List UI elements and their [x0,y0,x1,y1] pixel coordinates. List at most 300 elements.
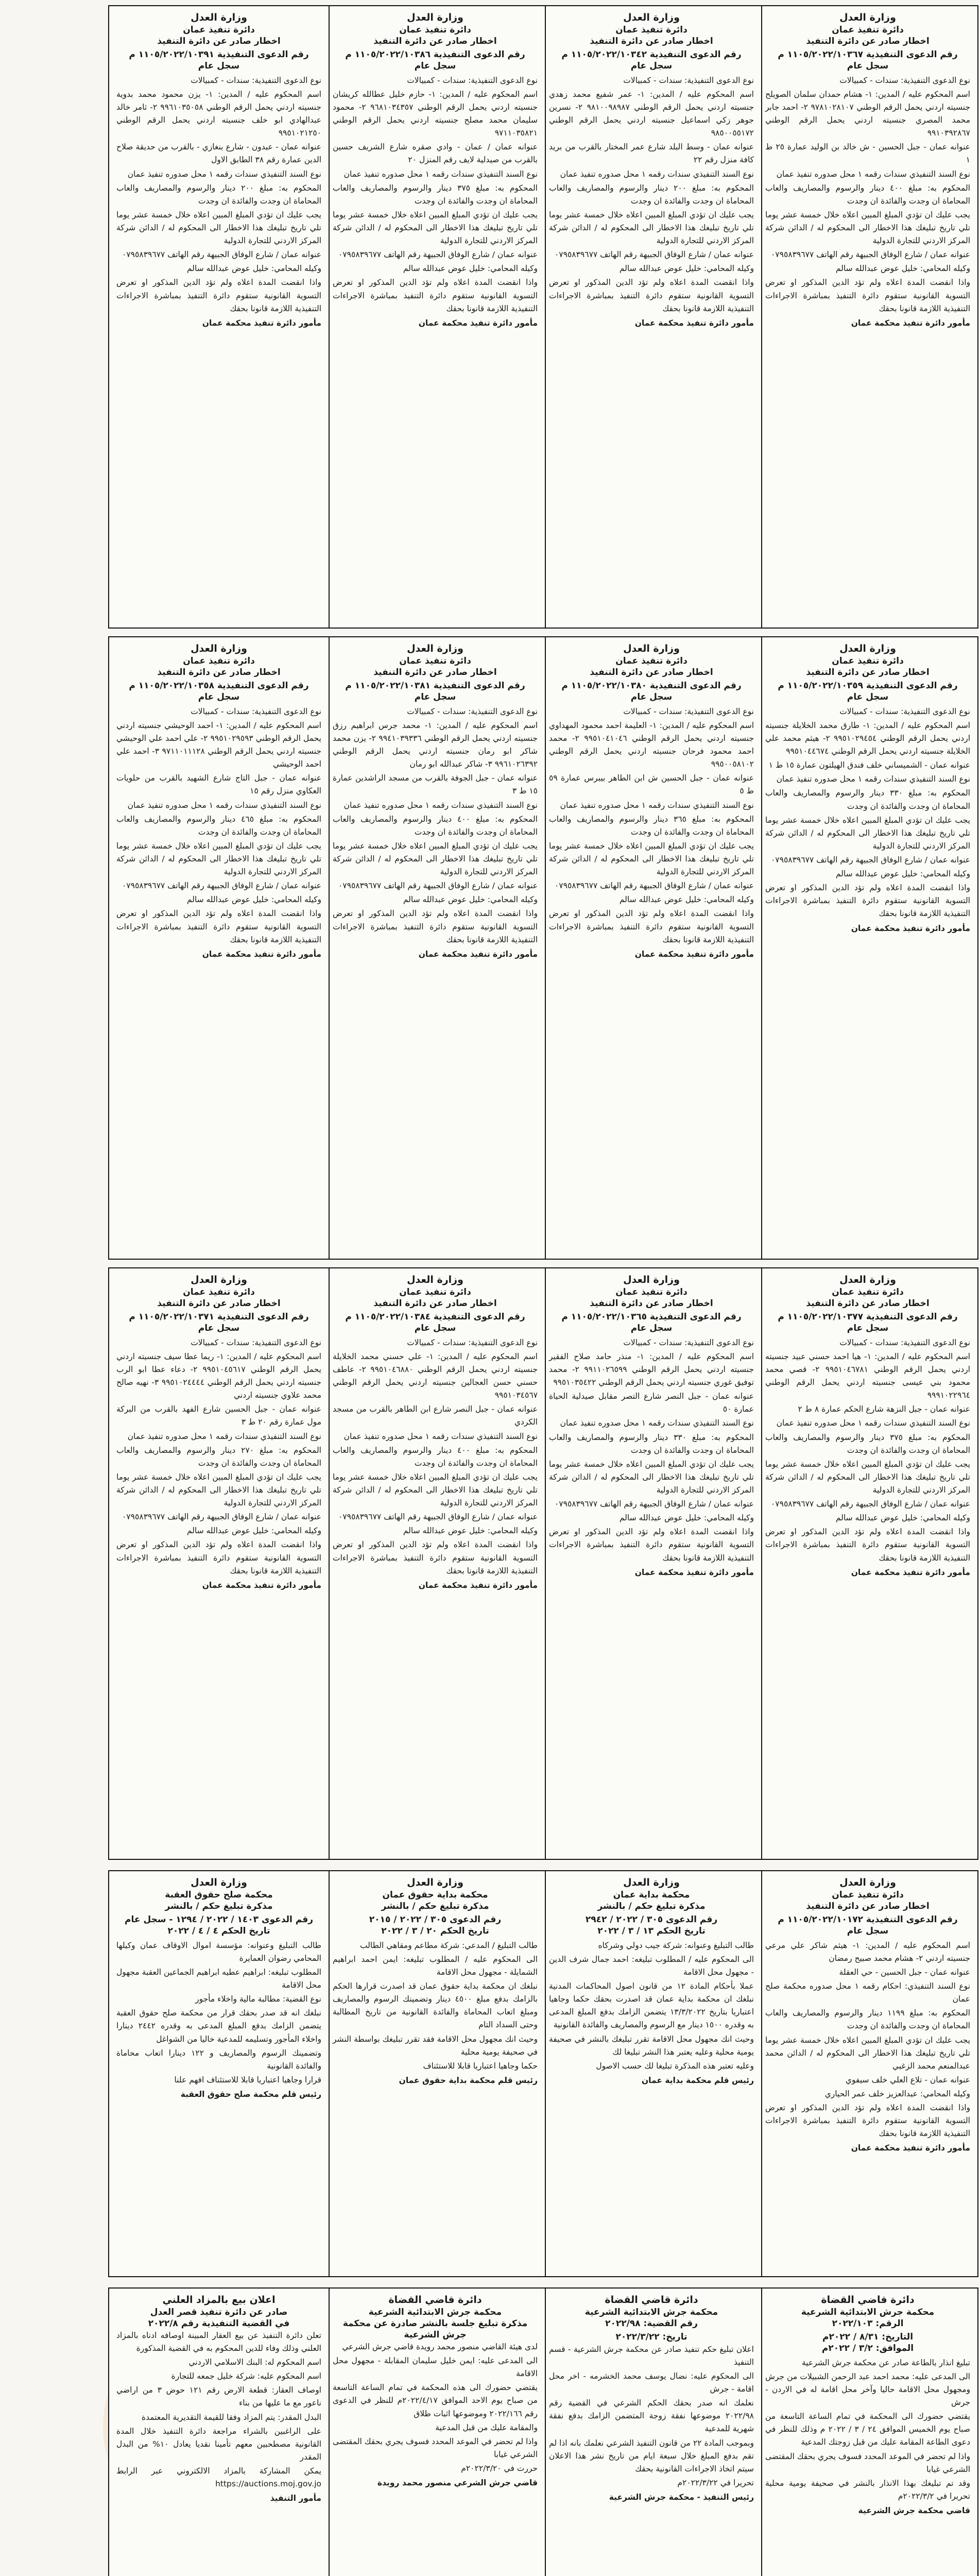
notice-ministry: وزارة العدل [623,1274,680,1285]
notice-body [765,2357,970,2503]
notice-line: وحيث انك مجهول محل الاقامة تقرر تبليغك بالنشر في صحيفة يومية محلية وعليه يعتبر هذا النشر تبليغا لك [549,2034,754,2057]
notice-title: اخطار صادر عن دائرة التنفيذ [806,36,930,46]
notice-body [116,1939,321,2087]
notice-case-number: رقم الدعوى التنفيذية ١١٠٥/٢٠٢٢/١٠٣٦٧ م [778,49,958,60]
notice-line: عنوانه عمان - جبل الحسين - حي العقلة [839,1968,970,1977]
notice-ministry: دائرة قاضي القضاة [388,2294,482,2306]
notice-line: اعلان تبليغ حكم تنفيذ صادر عن محكمة جرش الشرعية - قسم التنفيذ [549,2344,754,2367]
notice-signature: مأمور دائرة تنفيذ محكمة عمان [851,923,970,933]
notice-line: واذا انقضت المدة اعلاه ولم تؤد الدين المذكور او تعرض التسوية القانونية ستقوم دائرة التنفيذ بمباشرة الاجراءات التنفيذية اللازمة قانونا بحقك [765,1527,970,1563]
notice-line: اسم المحكوم عليه / المدين: ١- احمد الوحيشي جنسيته اردني يحمل الرقم الوطني ٩٩٥١٠٢٩٥٩٣ ٢- علي احمد علي الوحيشي جنسيته اردني يحمل الرقم الوطني ٩٧١١٠١١١٢٨ ٣- احمد علي احمد الوحيشي [116,720,321,769]
notice-line: واذا لم تحضر في الموعد المحدد فسوف يجري بحقك المقتضى الشرعي غيابا [765,2451,970,2474]
notice-line: واذا انقضت المدة اعلاه ولم تؤد الدين المذكور او تعرض التسوية القانونية ستقوم دائرة التنفيذ بمباشرة الاجراءات التنفيذية اللازمة قانونا بحقك [333,1540,538,1575]
notice-line: عنوانه عمان - جبل النزهة شارع الحكم عمارة ٨ ط ٢ [798,1404,970,1414]
notice-ministry: دائرة قاضي القضاة [821,2294,915,2306]
notice-body [333,74,538,315]
notice-line: حررت في ٢٠٢٢/٣/٢٠م [461,2463,538,2473]
notice-ministry: وزارة العدل [839,12,896,23]
legal-notice [108,636,330,1260]
notice-line: عنوانه عمان / شارع الوفاق الجبيهة رقم الهاتف ٠٧٩٥٨٣٩٦٧٧ [770,1499,970,1509]
notice-line: عنوانه عمان / شارع الوفاق الجبيهة رقم الهاتف ٠٧٩٥٨٣٩٦٧٧ [770,855,970,865]
notice-department: دائرة تنفيذ عمان [183,655,255,666]
legal-notice [541,1267,762,1860]
notice-title: اخطار صادر عن دائرة التنفيذ [373,667,497,677]
legal-notice [757,5,978,629]
notice-line: المحكوم به: مبلغ ٤٦٥ دينار والرسوم والمصاريف والعاب المحاماة ان وجدت والفائدة ان وجدت [116,814,321,837]
notice-record: سجل عام [414,691,456,702]
notice-line: المحكوم به: مبلغ ٤٠٠ دينار والرسوم والمصاريف والعاب المحاماة ان وجدت والفائدة ان وجدت [333,1445,538,1468]
notice-case-number: رقم الدعوى التنفيذية ١١٠٥/٢٠٢٢/١٠٣٧١ م [129,1311,309,1322]
notice-line: اسم المحكوم عليه / المدين: ١- محمد جرس ابراهيم رزق جنسيته اردني يحمل الرقم الوطني ٩٩٤١٠٣٩٣٣٦ ٢- يزن محمد شاكر ابو رمان جنسيته اردني يحمل الرقم الوطني ٩٩٦١٠٢٦٣٩٢ ٣- شاكر عبدالله ابو رمان [333,720,538,769]
notice-line: وكيله المحامي: خليل عوض عبدالله سالم [186,895,321,905]
notice-line: اسم المحكوم عليه: شركة خليل جمعه للتجارة [171,2371,321,2381]
notice-body [333,1336,538,1578]
notice-line: عملا بأحكام المادة ١٢ من قانون اصول المحاكمات المدنية نبلغك ان محكمة بداية عمان قد اصدرت بحقك حكما وجاهيا اعتباريا بتاريخ ١٣/٣/٢٠٢٢ يتضمن الزامك بدفع المبلغ المدعى به وقدره ١٥٠٠ دينار مع الرسوم والمصاريف والفائدة القانونية [549,1981,754,2030]
notice-signature: مأمور دائرة تنفيذ محكمة عمان [851,2143,970,2153]
notice-signature: مأمور دائرة تنفيذ محكمة عمان [202,1580,321,1590]
notice-line: المحكوم به: مبلغ ٣٦٥ دينار والرسوم والمصاريف والعاب المحاماة ان وجدت والفائدة ان وجدت [549,814,754,837]
notice-line: وكيله المحامي: خليل عوض عبدالله سالم [186,264,321,274]
notice-record: سجل عام [414,60,456,71]
notice-body [333,2341,538,2475]
notice-record: تاريخ الحكم ٤ / ٤ / ٢٠٢٢ [167,1925,270,1936]
notice-title: مذكرة تبليغ حكم / بالنشر [381,1901,489,1911]
notice-case-number: رقم الدعوى التنفيذية ١١٠٥/٢٠٢٢/١٠٣٨٦ م [345,49,525,60]
legal-notice [757,1870,978,2277]
notice-case-number: رقم الدعوى التنفيذية ١١٠٥/٢٠٢٢/١٠٣٨٤ م [345,1311,525,1322]
notice-line: نوع السند التنفيذي سندات رقمه ١ محل صدوره تنفيذ عمان [343,800,538,810]
notice-department: دائرة تنفيذ عمان [183,1286,255,1297]
notice-line: المحكوم به: مبلغ ٢٠٠ دينار والرسوم والمصاريف والعاب المحاماة ان وجدت والفائدة ان وجدت [549,183,754,206]
notice-line: عنوانه عمان / شارع الوفاق الجبيهة رقم الهاتف ٠٧٩٥٨٣٩٦٧٧ [338,250,538,260]
notice-case-number: رقم الدعوى التنفيذية ١١٠٥/٢٠٢٢/١٠٣٨٠ م [561,680,742,691]
notice-case-number: تاريخ: ٢٠٢٢/٣/٢٢ [615,2331,687,2342]
notice-record: سجل عام [630,691,673,702]
notice-signature: قاضي جرش الشرعي منصور محمد رويدة [377,2478,538,2488]
notice-record: سجل عام [198,1323,240,1333]
notice-line: على الراغبين بالشراء مراجعة دائرة التنفيذ خلال المدة القانونية مصطحبين معهم تأمينا نقديا يعادل ١٠% من البدل المقدر [116,2426,321,2462]
notice-line: واذا انقضت المدة اعلاه ولم تؤد الدين المذكور او تعرض التسوية القانونية ستقوم دائرة التنفيذ بمباشرة الاجراءات التنفيذية اللازمة قانونا بحقك [549,278,754,313]
notice-department: دائرة تنفيذ عمان [399,655,471,666]
legal-notice [324,2287,546,2576]
notice-department: محكمة بداية حقوق عمان [382,1889,488,1900]
notice-line: تبليغ انذار بالطاعة صادر عن محكمة جرش الشرعية [802,2358,970,2367]
notice-line: وكيله المحامي: خليل عوض عبدالله سالم [835,264,970,274]
notice-signature: رئيس قلم محكمة بداية حقوق عمان [399,2075,538,2085]
legal-notice [541,1870,762,2277]
notice-line: وكيله المحامي: خليل عوض عبدالله سالم [619,264,754,274]
legal-notice [757,1267,978,1860]
notice-line: عنوانه عمان - وسط البلد شارع عمر المختار بالقرب من بريد كافة منزل رقم ٢٢ [549,142,754,165]
notice-line: نوع الدعوى التنفيذية: سندات - كمبيالات [191,706,321,716]
legal-notice [108,1267,330,1860]
notice-body [116,74,321,315]
notice-title: اخطار صادر عن دائرة التنفيذ [590,667,713,677]
notice-line: المحكوم به: مبلغ ٤٠٠ دينار والرسوم والمصاريف والعاب المحاماة ان وجدت والفائدة ان وجدت [765,183,970,206]
notice-line: نوع السند التنفيذي سندات رقمه ١ محل صدوره تنفيذ عمان [560,1418,754,1428]
notice-ministry: وزارة العدل [407,643,463,654]
notice-line: نوع السند التنفيذي سندات رقمه ١ محل صدوره تنفيذ عمان [560,800,754,810]
notice-line: المحكوم به: مبلغ ١١٩٩ دينار والرسوم والمصاريف والعاب المحاماة ان وجدت والفائدة ان وجدت [765,2008,970,2031]
notice-line: عنوانه عمان - جبل الحسين ش ابن الطاهر بيبرس عمارة ٥٩ ط ٥ [549,773,754,796]
notice-line: لدى هيئة القاضي منصور محمد رويدة قاضي جرش الشرعي [342,2342,538,2351]
notice-line: عنوانه عمان / شارع الوفاق الجبيهة رقم الهاتف ٠٧٩٥٨٣٩٦٧٧ [338,881,538,891]
notice-line: يجب عليك ان تؤدي المبلغ المبين اعلاه خلال خمسة عشر يوما تلي تاريخ تبليغك هذا الاخطار الى المحكوم له / الدائن شركة المركز الاردني للتجارة الدولية [549,210,754,246]
notice-line: يقتضي حضورك الى المحكمة في تمام الساعة التاسعة من صباح يوم الخميس الموافق ٢٤ / ٣ / ٢٠٢٢ م وذلك للنظر في دعوى الطاعة المقامة عليك من قبل زوجتك المدعية [765,2412,971,2447]
notice-line: وقد تم تبليغك بهذا الانذار بالنشر في صحيفة يومية محلية تحريرا في ٢٠٢٢/٣/٢م [765,2478,970,2501]
notice-line: عنوانه عمان / شارع الوفاق الجبيهة رقم الهاتف ٠٧٩٥٨٣٩٦٧٧ [770,250,970,260]
notice-body [549,1336,754,1565]
notice-body [549,1939,754,2073]
notice-line: المحكوم به: مبلغ ٣٧٥ دينار والرسوم والمصاريف والعاب المحاماة ان وجدت والفائدة ان وجدت [765,1432,970,1455]
notice-line: عنوانه عمان / شارع الوفاق الجبيهة رقم الهاتف ٠٧٩٥٨٣٩٦٧٧ [554,250,754,260]
notice-title: اخطار صادر عن دائرة التنفيذ [157,667,281,677]
notice-line: اسم المحكوم عليه / المدين: ١- طارق محمد الخلايلة جنسيته اردني يحمل الرقم الوطني ٩٩٥١٠٢٩٤٥٤ ٢- هيثم محمد علي الخلايلة جنسيته اردني يحمل الرقم الوطني ٩٩٥١٠٤٤٦٧٤ [765,720,970,756]
notice-ministry: وزارة العدل [191,1877,247,1888]
notice-ministry: دائرة قاضي القضاة [605,2294,698,2306]
notice-ministry: وزارة العدل [839,1274,896,1285]
notice-record: تاريخ الحكم ٢٠ / ٣ / ٢٠٢٢ [381,1925,489,1936]
notice-line: واذا انقضت المدة اعلاه ولم تؤد الدين المذكور او تعرض التسوية القانونية ستقوم دائرة التنفيذ بمباشرة الاجراءات التنفيذية اللازمة قانونا بحقك [116,909,321,944]
notice-line: نوع السند التنفيذي سندات رقمه ١ محل صدوره تنفيذ عمان [127,1431,321,1441]
notice-line: واذا انقضت المدة اعلاه ولم تؤد الدين المذكور او تعرض التسوية القانونية ستقوم دائرة التنفيذ بمباشرة الاجراءات التنفيذية اللازمة قانونا بحقك [765,2103,970,2139]
notice-line: يجب عليك ان تؤدي المبلغ المبين اعلاه خلال خمسة عشر يوما تلي تاريخ تبليغك هذا الاخطار الى المحكوم له / الدائن شركة المركز الاردني للتجارة الدولية [116,841,321,877]
notice-line: واذا انقضت المدة اعلاه ولم تؤد الدين المذكور او تعرض التسوية القانونية ستقوم دائرة التنفيذ بمباشرة الاجراءات التنفيذية اللازمة قانونا بحقك [333,278,538,313]
notice-title: اخطار صادر عن دائرة التنفيذ [806,1901,930,1911]
notice-body [116,2329,321,2490]
legal-notice [324,1267,546,1860]
notice-line: نوع الدعوى التنفيذية: سندات - كمبيالات [839,1337,970,1347]
notice-line: وكيله المحامي: خليل عوض عبدالله سالم [619,895,754,905]
legal-notice [324,1870,546,2277]
notice-line: واذا انقضت المدة اعلاه ولم تؤد الدين المذكور او تعرض التسوية القانونية ستقوم دائرة التنفيذ بمباشرة الاجراءات التنفيذية اللازمة قانونا بحقك [549,1527,754,1563]
notice-line: قرارا وجاهيا اعتباريا قابلا للاستئناف افهم علنا [174,2075,321,2084]
notice-case-number: رقم الدعوى التنفيذية ١١٠٥/٢٠٢٢/١٠٣٥٩ م [778,680,958,691]
notice-department: دائرة تنفيذ عمان [832,1889,904,1900]
notice-ministry: وزارة العدل [191,12,247,23]
notice-body [765,74,970,315]
notice-department: دائرة تنفيذ عمان [399,1286,471,1297]
notice-line: عنوانه عمان / شارع الوفاق الجبيهة رقم الهاتف ٠٧٩٥٨٣٩٦٧٧ [122,881,321,891]
notice-line: المحكوم به: مبلغ ٢٠٠ دينار والرسوم والمصاريف والعاب المحاماة ان وجدت والفائدة ان وجدت [116,183,321,206]
notice-line: عنوانه عمان - جبل التاج شارع الشهيد بالقرب من حلويات العكاوي منزل رقم ١٥ [116,773,321,796]
notice-line: واذا انقضت المدة اعلاه ولم تؤد الدين المذكور او تعرض التسوية القانونية ستقوم دائرة التنفيذ بمباشرة الاجراءات التنفيذية اللازمة قانونا بحقك [765,278,970,313]
notice-line: الى المحكوم عليه / المطلوب تبليغه: احمد جمال شرف الدين - مجهول محل الاقامة [549,1954,754,1977]
notice-department: دائرة تنفيذ عمان [399,24,471,35]
notice-body [333,705,538,946]
notice-line: يجب عليك ان تؤدي المبلغ المبين اعلاه خلال خمسة عشر يوما تلي تاريخ تبليغك هذا الاخطار الى المحكوم له / الدائن شركة المركز الاردني للتجارة الدولية [765,210,970,246]
notice-line: وتضمينك الرسوم والمصاريف و ١٢٢ دينارا اتعاب محاماة والفائدة القانونية [116,2048,321,2071]
notice-line: تعلن دائرة التنفيذ عن بيع العقار المبينة اوصافه ادناه بالمزاد العلني وذلك وفاء للدين المحكوم به في القضية المذكورة [116,2330,321,2353]
notice-ministry: وزارة العدل [623,12,680,23]
notice-line: طالب التبليغ / المدعي: شركة مطاعم ومقاهي الطالب [359,1940,538,1950]
notice-record: تاريخ الحكم ١٣ / ٣ / ٢٠٢٢ [597,1925,706,1936]
notice-department: دائرة تنفيذ عمان [615,655,687,666]
notice-case-number: التاريخ: ٨/٣١ / ٢٠٢٢م [822,2331,914,2342]
notice-body [549,74,754,315]
notice-line: نوع السند التنفيذي سندات رقمه ١ محل صدوره تنفيذ عمان [127,800,321,810]
notice-line: المطلوب تبليغه: ابراهيم عطيه ابراهيم الجماعين العقبة مجهول محل الاقامة [116,1968,321,1990]
notice-ministry: وزارة العدل [191,643,247,654]
notice-line: نوع السند التنفيذي سندات رقمه ١ محل صدوره تنفيذ عمان [560,169,754,179]
notice-line: المحكوم به: مبلغ ٣٣٠ دينار والرسوم والمصاريف والعاب المحاماة ان وجدت والفائدة ان وجدت [765,788,970,811]
notice-signature: مأمور دائرة تنفيذ محكمة عمان [634,318,754,328]
notice-line: عنوانه عمان - جبل الجوفة بالقرب من مسجد الراشدين عمارة ١٥ ط ٣ [333,773,538,796]
notice-body [765,1939,970,2141]
notice-line: وكيله المحامي: خليل عوض عبدالله سالم [835,869,970,879]
notice-line: وكيله المحامي: خليل عوض عبدالله سالم [403,1526,538,1536]
notice-line: وعليه تعتبر هذه المذكرة تبليغا لك حسب الاصول [596,2061,754,2071]
legal-notice [108,2287,330,2576]
notice-title: رقم القضية: ٢٠٢٢/٩٨ [605,2318,698,2329]
notice-line: المحكوم به: مبلغ ٣٣٠ دينار والرسوم والمصاريف والعاب المحاماة ان وجدت والفائدة ان وجدت [549,1432,754,1455]
notice-line: اسم المحكوم له: البنك الاسلامي الاردني [188,2358,321,2367]
notice-line: يجب عليك ان تؤدي المبلغ المبين اعلاه خلال خمسة عشر يوما تلي تاريخ تبليغك هذا الاخطار الى المحكوم له / الدائن محمد عبدالمنعم محمد الزغبي [765,2035,970,2071]
notice-body [549,2343,754,2489]
notice-line: عنوانه عمان / شارع الوفاق الجبيهة رقم الهاتف ٠٧٩٥٨٣٩٦٧٧ [554,1499,754,1509]
notice-line: نوع السند التنفيذي سندات رقمه ١ محل صدوره تنفيذ عمان [776,169,970,179]
notice-line: اسم المحكوم عليه / المدين: ١- منذر حامد صلاح الفقير جنسيته اردني يحمل الرقم الوطني ٩٩١١٠٢٦٥٩٩ ٢- محمد توفيق غوري جنسيته اردني يحمل الرقم الوطني ٩٩٥١٠٣٥٤٢٢ [549,1351,754,1387]
notice-case-number: رقم الدعوى ٣٠٥ / ٢٠٢٢ / ٢٩٤٢ [585,1914,718,1925]
notice-line: يجب عليك ان تؤدي المبلغ المبين اعلاه خلال خمسة عشر يوما تلي تاريخ تبليغك هذا الاخطار الى المحكوم له / الدائن شركة المركز الاردني للتجارة الدولية [116,210,321,246]
notice-body [116,705,321,946]
notice-line: اسم المحكوم عليه / المدين: ١- يزن محمود محمد بدوية جنسيته اردني يحمل الرقم الوطني ٩٩٦١٠٣٥٠٥٨ ٢- ثامر خالد عبدالهادي ابو خلف جنسيته اردني يحمل الرقم الوطني ٩٩٥١٠٢١٢٥٠ [116,89,321,138]
notice-line: الى المحكوم عليه: نضال يوسف محمد الخشرمه - اخر محل اقامة - جرش [549,2371,754,2394]
notice-department: دائرة تنفيذ عمان [832,24,904,35]
notice-line: يجب عليك ان تؤدي المبلغ المبين اعلاه خلال خمسة عشر يوما تلي تاريخ تبليغك هذا الاخطار الى المحكوم له / الدائن شركة المركز الاردني للتجارة الدولية [333,1472,538,1508]
notice-line: الى المدعى عليه: محمد احمد عبد الرحمن الشبيلات من جرش ومجهول محل الاقامة حاليا وآخر محل اقامة له في الاردن - جرش [765,2371,970,2408]
notice-line: حكما وجاهيا اعتباريا قابلا للاستئناف [423,2061,538,2071]
notice-line: يجب عليك ان تؤدي المبلغ المبين اعلاه خلال خمسة عشر يوما تلي تاريخ تبليغك هذا الاخطار الى المحكوم له / الدائن شركة المركز الاردني للتجارة الدولية [116,1472,321,1508]
notice-title: اخطار صادر عن دائرة التنفيذ [373,36,497,46]
legal-notice [324,636,546,1260]
notice-record: سجل عام [847,1323,889,1333]
notice-case-number: رقم الدعوى التنفيذية ١١٠٥/٢٠٢٢/١٠٣٦٥ م [561,1311,742,1322]
notice-record: سجل عام [630,1323,673,1333]
notice-line: واذا انقضت المدة اعلاه ولم تؤد الدين المذكور او تعرض التسوية القانونية ستقوم دائرة التنفيذ بمباشرة الاجراءات التنفيذية اللازمة قانونا بحقك [116,1540,321,1575]
legal-notice [541,5,762,629]
notice-body [549,705,754,946]
notice-line: البدل المقدر: يتم المزاد وفقا للقيمة التقديرية المعتمدة [142,2412,321,2422]
notice-line: يجب عليك ان تؤدي المبلغ المبين اعلاه خلال خمسة عشر يوما تلي تاريخ تبليغك هذا الاخطار الى المحكوم له / الدائن شركة المركز الاردني للتجارة الدولية [765,815,970,851]
notice-ministry: وزارة العدل [407,1877,463,1888]
legal-notice [541,636,762,1260]
notice-line: اسم المحكوم عليه / المدين: ١- هشام حمدان سلمان الصويلح جنسيته اردني يحمل الرقم الوطني ٩٧٨١٠٢٨١٠٧ ٢- احمد جابر محمد المصري جنسيته اردني يحمل الرقم الوطني ٩٩١٠٣٩٢٨٦٧ [765,89,970,138]
notice-department: محكمة جرش الابتدائية الشرعية [584,2307,718,2317]
notice-line: طالب التبليغ وعنوانه: شركة جيب دولي وشركاه [598,1940,754,1950]
notice-line: عنوانه عمان - جبل النصر شارع ابن الطاهر بالقرب من مسجد الكردي [333,1404,538,1427]
notice-signature: رئيس قلم محكمة صلح حقوق العقبة [180,2090,321,2099]
notice-line: وبموجب المادة ٢٢ من قانون التنفيذ الشرعي نعلمك بانه اذا لم تقم بدفع المبلغ خلال سبعة ايام من تاريخ نشر هذا الاعلان سيتم اتخاذ الاجراءات القانونية بحقك [549,2438,754,2473]
notice-department: محكمة بداية عمان [613,1889,690,1900]
notice-line: نبلغك انه قد صدر بحقك قرار من محكمة صلح حقوق العقبة يتضمن الزامك بدفع المبلغ المدعى به وقدره ٢٤٤٢ دينارا واخلاء المأجور وتسليمه للمدعية خاليا من الشواغل [116,2008,321,2044]
notice-line: عنوانه عمان / شارع الوفاق الجبيهة رقم الهاتف ٠٧٩٥٨٣٩٦٧٧ [122,250,321,260]
notice-title: اخطار صادر عن دائرة التنفيذ [373,1298,497,1309]
notice-title: الرقم: ٢٠٢٢/١٠٣ [832,2318,904,2329]
notice-line: وكيله المحامي: عبدالعزيز خلف عمر الحياري [824,2089,970,2099]
notice-department: محكمة صلح حقوق العقبة [165,1889,273,1900]
notice-line: عنوانه عمان / شارع الوفاق الجبيهة رقم الهاتف ٠٧٩٥٨٣٩٦٧٧ [554,881,754,891]
notice-line: نوع القضية: مطالبة مالية واخلاء مأجور [195,1994,321,2004]
notice-department: دائرة تنفيذ عمان [832,655,904,666]
notice-line: نوع الدعوى التنفيذية: سندات - كمبيالات [407,706,538,716]
notice-line: نوع الدعوى التنفيذية: سندات - كمبيالات [623,1337,754,1347]
notice-signature: قاضي محكمة جرش الشرعية [858,2506,970,2516]
notice-case-number: رقم الدعوى ٣٠٥ / ٢٠٢٢ / ٢٠١٥ [369,1914,502,1925]
notice-signature: مأمور دائرة تنفيذ محكمة عمان [634,949,754,959]
notice-signature: مأمور دائرة تنفيذ محكمة عمان [202,318,321,328]
notice-line: نوع السند التنفيذي سندات رقمه ١ محل صدوره تنفيذ عمان [127,169,321,179]
notice-record: سجل عام [630,60,673,71]
notice-signature: مأمور دائرة تنفيذ محكمة عمان [634,1567,754,1577]
notice-line: نوع الدعوى التنفيذية: سندات - كمبيالات [623,706,754,716]
notice-body [765,1336,970,1565]
notice-line: نوع السند التنفيذي سندات رقمه ١ محل صدوره تنفيذ عمان [776,774,970,784]
notice-signature: مأمور التنفيذ [270,2494,321,2503]
notice-case-number: رقم الدعوى التنفيذية ١١٠٥/٢٠٢٢/١٠٣٥٨ م [129,680,309,691]
notice-line: عنوانه عمان - عبدون - شارع بنغازي - بالقرب من حديقة صلاح الدين عمارة رقم ٣٨ الطابق الاول [116,142,321,165]
notice-signature: مأمور دائرة تنفيذ محكمة عمان [202,949,321,959]
legal-notice [757,2287,978,2576]
legal-notice [541,2287,762,2576]
notice-record: سجل عام [847,1925,889,1936]
notice-record: سجل عام [847,60,889,71]
notice-signature: رئيس قلم محكمة بداية عمان [641,2075,754,2085]
notice-line: واذا انقضت المدة اعلاه ولم تؤد الدين المذكور او تعرض التسوية القانونية ستقوم دائرة التنفيذ بمباشرة الاجراءات التنفيذية اللازمة قانونا بحقك [765,883,970,919]
notice-case-number: رقم الدعوى التنفيذية ١١٠٥/٢٠٢٢/١٠٣٧٧ م [778,1311,958,1322]
notice-department: دائرة تنفيذ عمان [615,24,687,35]
legal-notice [757,636,978,1260]
notice-department: دائرة تنفيذ عمان [832,1286,904,1297]
notice-body [765,705,970,921]
notice-signature: رئيس التنفيذ - محكمة جرش الشرعية [609,2493,754,2502]
notice-line: يجب عليك ان تؤدي المبلغ المبين اعلاه خلال خمسة عشر يوما تلي تاريخ تبليغك هذا الاخطار الى المحكوم له / الدائن شركة المركز الاردني للتجارة الدولية [333,210,538,246]
notice-line: واذا انقضت المدة اعلاه ولم تؤد الدين المذكور او تعرض التسوية القانونية ستقوم دائرة التنفيذ بمباشرة الاجراءات التنفيذية اللازمة قانونا بحقك [549,909,754,944]
notice-line: اسم المحكوم عليه / المدين: ١- العليمة احمد محمود المهداوي جنسيته اردني يحمل الرقم الوطني ٩٩٥١٠٤١٠٤٦ ٢- محمد احمد محمود فرحان جنسيته اردني يحمل الرقم الوطني ٩٩٥٠٠٥٨١٠٢ [549,720,754,769]
notice-line: وكيله المحامي: خليل عوض عبدالله سالم [619,1513,754,1523]
notice-record: سجل عام [198,60,240,71]
notice-line: عنوانه عمان / شارع الوفاق الجبيهة رقم الهاتف ٠٧٩٥٨٣٩٦٧٧ [338,1512,538,1522]
notice-line: وكيله المحامي: خليل عوض عبدالله سالم [403,264,538,274]
notice-ministry: وزارة العدل [191,1274,247,1285]
notice-signature: مأمور دائرة تنفيذ محكمة عمان [851,318,970,328]
notice-line: اسم المحكوم عليه / المدين: ١- ريما عطا سيف جنسيته اردني يحمل الرقم الوطني ٩٩٥١٠٤٥٦١٧ ٢- دعاء عطا ابو الرب جنسيته اردني يحمل الرقم الوطني ٩٩٥١٠٢٤٤٤٤ ٣- نهيه صالح محمد علاوي جنسيته اردني [116,1351,321,1400]
notice-department: محكمة جرش الابتدائية الشرعية [368,2307,502,2317]
notice-line: اسم المحكوم عليه / المدين: ١- هيا احمد حسني عبيد جنسيته اردني يحمل الرقم الوطني ٩٩٥١٠٤٦٧٨١ ٢- قصي محمد محمود بني عيسى جنسيته اردني يحمل الرقم الوطني ٩٩٩١٠٢٢٩٦٤ [765,1351,970,1400]
notice-line: يمكن المشاركة بالمزاد الالكتروني عبر الرابط https://auctions.moj.gov.jo [116,2466,321,2489]
notice-line: يجب عليك ان تؤدي المبلغ المبين اعلاه خلال خمسة عشر يوما تلي تاريخ تبليغك هذا الاخطار الى المحكوم له / الدائن شركة المركز الاردني للتجارة الدولية [765,1459,970,1495]
notice-case-number: رقم الدعوى التنفيذية ١١٠٥/٢٠٢٢/١٠٣٤٢ م [561,49,742,60]
notice-line: عنوانه عمان / شارع الوفاق الجبيهة رقم الهاتف ٠٧٩٥٨٣٩٦٧٧ [122,1512,321,1522]
notice-signature: مأمور دائرة تنفيذ محكمة عمان [418,1580,538,1590]
notice-ministry: وزارة العدل [839,643,896,654]
notice-line: اسم المحكوم عليه / المدين: ١- عمر شفيع محمد زهدي جنسيته اردني يحمل الرقم الوطني ٩٨١٠٠٩٨٩٨٧ ٢- نسرين جوهر زكي اسماعيل جنسيته اردني يحمل الرقم الوطني ٩٨٥٠٠٥٥١٧٢ [549,89,754,138]
notice-line: يجب عليك ان تؤدي المبلغ المبين اعلاه خلال خمسة عشر يوما تلي تاريخ تبليغك هذا الاخطار الى المحكوم له / الدائن شركة المركز الاردني للتجارة الدولية [333,841,538,877]
notice-title: اخطار صادر عن دائرة التنفيذ [157,36,281,46]
notice-line: وكيله المحامي: خليل عوض عبدالله سالم [835,1513,970,1523]
notice-line: يقتضي حضورك الى هذه المحكمة في تمام الساعة التاسعة من صباح يوم الاحد الموافق ٢٠٢٢/٤/١٧م للنظر في الدعوى رقم ٢٠٢٢/١٦٦ وموضوعها اثبات طلاق [333,2383,538,2418]
notice-line: نبلغك ان محكمة بداية حقوق عمان قد اصدرت قرارها الحكم بالزامك بدفع مبلغ ٤٥٠٠ دينار وتضمينك الرسوم والمصاريف ومبلغ اتعاب المحاماة والفائدة القانونية من تاريخ المطالبة وحتى السداد التام [333,1981,538,2030]
notice-line: نوع السند التنفيذي سندات رقمه ١ محل صدوره تنفيذ عمان [776,1418,970,1428]
notice-department: دائرة تنفيذ عمان [615,1286,687,1297]
notice-line: نوع السند التنفيذي سندات رقمه ١ محل صدوره تنفيذ عمان [343,169,538,179]
notice-title: اخطار صادر عن دائرة التنفيذ [590,36,713,46]
legal-notice [108,5,330,629]
notice-line: نوع الدعوى التنفيذية: سندات - كمبيالات [407,75,538,85]
notice-ministry: وزارة العدل [623,1877,680,1888]
notice-line: عنوانه عمان - تلاع العلي خلف سيفوي [845,2075,970,2084]
notice-department: محكمة جرش الابتدائية الشرعية [801,2307,935,2317]
notice-line: عنوانه عمان / عمان - وادي صقره شارع الشريف حسين بالقرب من صيدلية لايف رقم المنزل ٢٠ [333,142,538,165]
notice-line: اسم المحكوم عليه / المدين: ١- علي حسني محمد الخلايلة جنسيته اردني يحمل الرقم الوطني ٩٩٥١٠٤٦٨٨٠ ٢- عاطف حسني حسن العجالين جنسيته اردني يحمل الرقم الوطني ٩٩٥١٠٣٤٥٦٧ [333,1351,538,1400]
notice-line: نعلمك انه صدر بحقك الحكم الشرعي في القضية رقم ٢٠٢٢/٩٨ موضوعها نفقة زوجة المتضمن الزامك بدفع نفقة شهرية للمدعية [549,2398,754,2434]
notice-body [116,1336,321,1578]
notice-line: نوع الدعوى التنفيذية: سندات - كمبيالات [839,75,970,85]
notice-line: والمقامة عليك من قبل المدعية [435,2422,538,2432]
notice-case-number: رقم الدعوى التنفيذية ١١٠٥/٢٠٢٢/١٠١٧٢ م [778,1914,958,1925]
notice-record: سجل عام [414,1323,456,1333]
notice-ministry: وزارة العدل [623,643,680,654]
notice-ministry: اعلان بيع بالمزاد العلني [162,2294,276,2306]
notice-line: طالب التبليغ وعنوانه: مؤسسة اموال الاوقاف عمان وكيلها المحامي رضوان العمايرة [116,1940,321,1963]
notice-line: يجب عليك ان تؤدي المبلغ المبين اعلاه خلال خمسة عشر يوما تلي تاريخ تبليغك هذا الاخطار الى المحكوم له / الدائن شركة المركز الاردني للتجارة الدولية [549,1459,754,1495]
notice-ministry: وزارة العدل [407,1274,463,1285]
notice-line: اسم المحكوم عليه / المدين: ١- هيثم شاكر علي مرعي جنسيته اردني ٢- هشام محمد صبيح رمضان [765,1940,970,1963]
notice-line: المحكوم به: مبلغ ٣٧٥ دينار والرسوم والمصاريف والعاب المحاماة ان وجدت والفائدة ان وجدت [333,183,538,206]
notice-department: صادر عن دائرة تنفيذ قصر العدل [150,2307,288,2317]
notice-case-number: رقم الدعوى التنفيذية ١١٠٥/٢٠٢٢/١٠٣٩١ م [129,49,309,60]
notice-line: عنوانه عمان - الشميساني خلف فندق الهيلتون عمارة ١٥ ط ١ [768,760,970,770]
notice-line: نوع الدعوى التنفيذية: سندات - كمبيالات [191,1337,321,1347]
notice-title: مذكرة تبليغ حكم / بالنشر [597,1901,706,1911]
notice-record: الموافق: ٣/٢ / ٢٠٢٢م [821,2343,914,2353]
notice-line: عنوانه عمان - جبل الحسين - ش خالد بن الوليد عمارة ٢٥ ط ١ [765,142,970,165]
notice-line: نوع السند التنفيذي سندات رقمه ١ محل صدوره تنفيذ عمان [343,1431,538,1441]
legal-notice [324,5,546,629]
notice-line: عنوانه عمان - جبل الحسين شارع الفهد بالقرب من البركة مول عمارة رقم ٢٠ ط ٣ [116,1404,321,1427]
notice-line: المحكوم به: مبلغ ٢٧٠ دينار والرسوم والمصاريف والعاب المحاماة ان وجدت والفائدة ان وجدت [116,1445,321,1468]
notice-department: دائرة تنفيذ عمان [183,24,255,35]
notice-line: وكيله المحامي: خليل عوض عبدالله سالم [186,1526,321,1536]
notice-title: اخطار صادر عن دائرة التنفيذ [590,1298,713,1309]
notice-line: يجب عليك ان تؤدي المبلغ المبين اعلاه خلال خمسة عشر يوما تلي تاريخ تبليغك هذا الاخطار الى المحكوم له / الدائن شركة المركز الاردني للتجارة الدولية [549,841,754,877]
notice-line: اسم المحكوم عليه / المدين: ١- حازم خليل عطالله كريشان جنسيته اردني يحمل الرقم الوطني ٩٦٨١٠٣٤٣٥٧ ٢- محمود سليمان محمد مصلح جنسيته اردني يحمل الرقم الوطني ٩٧١١٠٣٥٨٢١ [333,89,538,138]
notice-line: نوع السند التنفيذي: احكام رقمه ١ محل صدوره محكمة صلح عمان [765,1981,970,2004]
notice-signature: مأمور دائرة تنفيذ محكمة عمان [418,949,538,959]
notice-title: اخطار صادر عن دائرة التنفيذ [157,1298,281,1309]
notice-line: اوصاف العقار: قطعة الارض رقم ١٢١ حوض ٣ من اراضي ناعور مع ما عليها من بناء [116,2385,321,2408]
notice-title: مذكرة تبليغ حكم / بالنشر [165,1901,273,1911]
notice-line: واذا انقضت المدة اعلاه ولم تؤد الدين المذكور او تعرض التسوية القانونية ستقوم دائرة التنفيذ بمباشرة الاجراءات التنفيذية اللازمة قانونا بحقك [333,909,538,944]
notice-ministry: وزارة العدل [839,1877,896,1888]
notice-line: وكيله المحامي: خليل عوض عبدالله سالم [403,895,538,905]
notice-title: اخطار صادر عن دائرة التنفيذ [806,1298,930,1309]
notice-line: عنوانه عمان - جبل النصر شارع التصر مقابل صيدلية الحياة عمارة ٥٠ [549,1392,754,1414]
notice-title: مذكرة تبليغ جلسة بالنشر صادرة عن محكمة جرش الشرعية [342,2318,528,2340]
notice-line: الى المدعى عليه: ايمن خليل سليمان المقابلة - مجهول محل الاقامة [333,2356,538,2379]
notice-line: المحكوم به: مبلغ ٤٠٠ دينار والرسوم والمصاريف والعاب المحاماة ان وجدت والفائدة ان وجدت [333,814,538,837]
notice-line: نوع الدعوى التنفيذية: سندات - كمبيالات [623,75,754,85]
notice-line: تحريرا في ٢٠٢٢/٣/٢٢م [677,2478,754,2487]
notice-line: وحيث انك مجهول محل الاقامة فقد تقرر تبليغك بواسطة النشر في صحيفة يومية محلية [333,2034,538,2057]
notice-case-number: رقم الدعوى ١٤٠٣ / ٢٠٢٢ / ١٢٩٤ - سجل عام [124,1914,314,1925]
notice-line: واذا انقضت المدة اعلاه ولم تؤد الدين المذكور او تعرض التسوية القانونية ستقوم دائرة التنفيذ بمباشرة الاجراءات التنفيذية اللازمة قانونا بحقك [116,278,321,313]
notice-line: نوع الدعوى التنفيذية: سندات - كمبيالات [839,706,970,716]
notice-ministry: وزارة العدل [407,12,463,23]
notice-body [333,1939,538,2073]
notice-signature: مأمور دائرة تنفيذ محكمة عمان [418,318,538,328]
notice-line: الى المحكوم عليه / المطلوب تبليغه: ايمن احمد ابراهيم الشمايلة - مجهول محل الاقامة [333,1954,538,1977]
